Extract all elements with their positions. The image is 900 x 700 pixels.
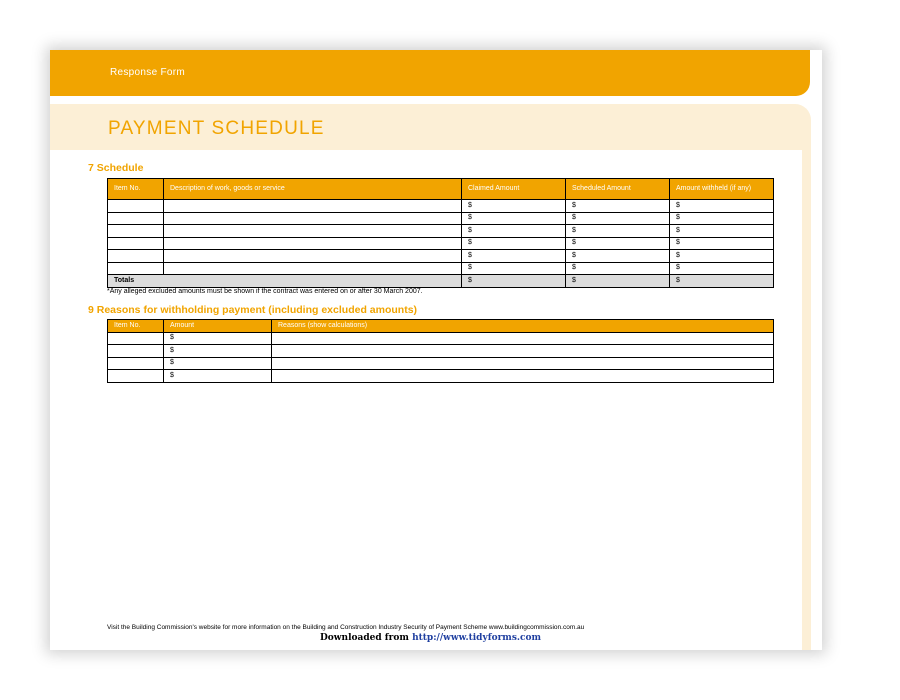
withheld-amount-cell[interactable]: $ bbox=[670, 225, 774, 238]
schedule-row bbox=[108, 200, 774, 213]
amount-cell[interactable]: $ bbox=[164, 370, 272, 383]
item-no-cell[interactable] bbox=[108, 200, 164, 213]
amount-cell[interactable]: $ bbox=[164, 332, 272, 345]
description-cell[interactable] bbox=[164, 212, 462, 225]
reasons-cell[interactable] bbox=[272, 357, 774, 370]
item-no-cell[interactable] bbox=[108, 237, 164, 250]
description-cell[interactable] bbox=[164, 262, 462, 275]
claimed-amount-cell[interactable]: $ bbox=[462, 225, 566, 238]
totals-label: Totals bbox=[108, 275, 462, 288]
scheduled-amount-cell[interactable]: $ bbox=[566, 212, 670, 225]
reasons-table bbox=[107, 319, 774, 383]
reasons-row bbox=[108, 357, 774, 370]
reasons-col-reasons: Reasons (show calculations) bbox=[272, 320, 774, 333]
amount-cell[interactable]: $ bbox=[164, 357, 272, 370]
scheduled-amount-cell[interactable]: $ bbox=[566, 250, 670, 263]
amount-cell[interactable]: $ bbox=[164, 345, 272, 358]
claimed-amount-cell[interactable]: $ bbox=[462, 262, 566, 275]
total-withheld-cell[interactable]: $ bbox=[670, 275, 774, 288]
withheld-amount-cell[interactable]: $ bbox=[670, 212, 774, 225]
reasons-row bbox=[108, 332, 774, 345]
totals-row bbox=[108, 275, 774, 288]
reasons-cell[interactable] bbox=[272, 370, 774, 383]
item-no-cell[interactable] bbox=[108, 370, 164, 383]
description-cell[interactable] bbox=[164, 200, 462, 213]
claimed-amount-cell[interactable]: $ bbox=[462, 212, 566, 225]
item-no-cell[interactable] bbox=[108, 262, 164, 275]
header-title: Response Form bbox=[110, 67, 186, 78]
schedule-col-claimed: Claimed Amount bbox=[462, 179, 566, 200]
schedule-col-item-no: Item No. bbox=[108, 179, 164, 200]
schedule-heading: 7 Schedule bbox=[88, 162, 144, 174]
schedule-row bbox=[108, 225, 774, 238]
page-title: PAYMENT SCHEDULE bbox=[108, 118, 325, 139]
schedule-col-description: Description of work, goods or service bbox=[164, 179, 462, 200]
schedule-table bbox=[107, 178, 774, 288]
item-no-cell[interactable] bbox=[108, 212, 164, 225]
item-no-cell[interactable] bbox=[108, 345, 164, 358]
header-bar bbox=[50, 50, 810, 96]
scheduled-amount-cell[interactable]: $ bbox=[566, 237, 670, 250]
description-cell[interactable] bbox=[164, 237, 462, 250]
item-no-cell[interactable] bbox=[108, 250, 164, 263]
schedule-row bbox=[108, 262, 774, 275]
reasons-row bbox=[108, 370, 774, 383]
claimed-amount-cell[interactable]: $ bbox=[462, 237, 566, 250]
total-scheduled-cell[interactable]: $ bbox=[566, 275, 670, 288]
form-page bbox=[50, 50, 822, 650]
item-no-cell[interactable] bbox=[108, 357, 164, 370]
description-cell[interactable] bbox=[164, 225, 462, 238]
schedule-footnote: *Any alleged excluded amounts must be shown if the contract was entered on or after 30 March 2007. bbox=[107, 288, 423, 295]
withheld-amount-cell[interactable]: $ bbox=[670, 262, 774, 275]
scheduled-amount-cell[interactable]: $ bbox=[566, 225, 670, 238]
reasons-cell[interactable] bbox=[272, 332, 774, 345]
download-prefix: Downloaded from bbox=[320, 633, 413, 643]
item-no-cell[interactable] bbox=[108, 225, 164, 238]
schedule-row bbox=[108, 250, 774, 263]
reasons-row bbox=[108, 345, 774, 358]
schedule-col-withheld: Amount withheld (if any) bbox=[670, 179, 774, 200]
reasons-heading: 9 Reasons for withholding payment (including excluded amounts) bbox=[88, 304, 418, 316]
scheduled-amount-cell[interactable]: $ bbox=[566, 262, 670, 275]
reasons-cell[interactable] bbox=[272, 345, 774, 358]
claimed-amount-cell[interactable]: $ bbox=[462, 250, 566, 263]
description-cell[interactable] bbox=[164, 250, 462, 263]
total-claimed-cell[interactable]: $ bbox=[462, 275, 566, 288]
reasons-col-item-no: Item No. bbox=[108, 320, 164, 333]
withheld-amount-cell[interactable]: $ bbox=[670, 200, 774, 213]
scheduled-amount-cell[interactable]: $ bbox=[566, 200, 670, 213]
schedule-col-scheduled: Scheduled Amount bbox=[566, 179, 670, 200]
download-line bbox=[320, 633, 541, 643]
claimed-amount-cell[interactable]: $ bbox=[462, 200, 566, 213]
download-link[interactable]: http://www.tidyforms.com bbox=[412, 633, 542, 643]
withheld-amount-cell[interactable]: $ bbox=[670, 250, 774, 263]
withheld-amount-cell[interactable]: $ bbox=[670, 237, 774, 250]
reasons-col-amount: Amount bbox=[164, 320, 272, 333]
footer-info: Visit the Building Commission's website for more information on the Building and Construction Industry Security of Payment Scheme www.buildingcommission.com.au bbox=[107, 624, 585, 631]
schedule-row bbox=[108, 212, 774, 225]
item-no-cell[interactable] bbox=[108, 332, 164, 345]
schedule-row bbox=[108, 237, 774, 250]
